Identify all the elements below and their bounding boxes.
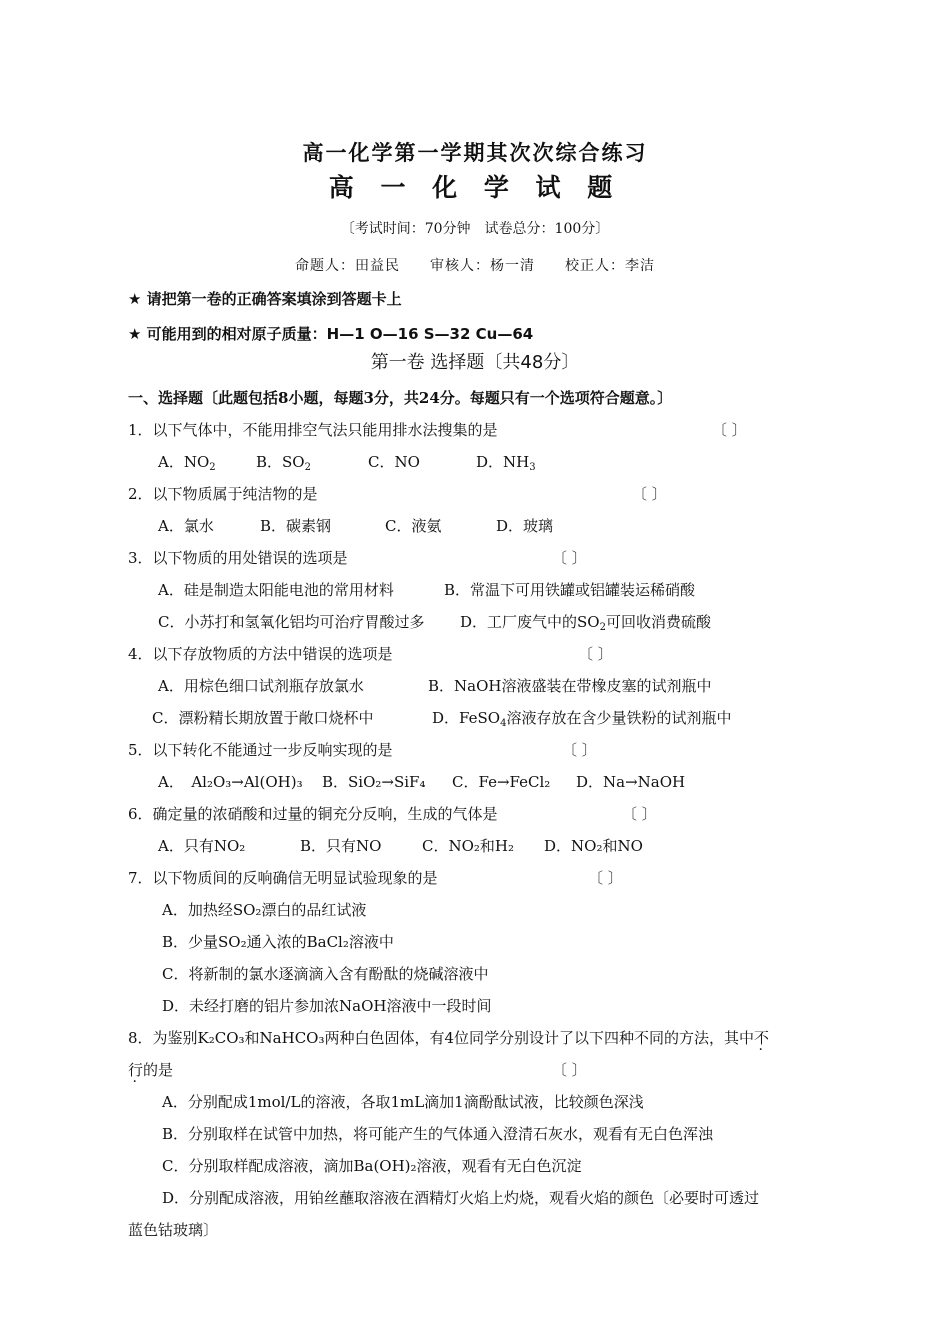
q1-stem: 1．以下气体中，不能用排空气法只能用排水法搜集的是	[128, 421, 498, 439]
q2-answer-blank[interactable]: 〔 〕	[632, 485, 667, 503]
q1-answer-blank[interactable]: 〔 〕	[712, 421, 747, 439]
staff-line: 命题人：田益民 审核人：杨一清 校正人：李洁	[295, 258, 655, 274]
q7-option-c: C．将新制的氯水逐滴滴入含有酚酞的烧碱溶液中	[162, 965, 489, 983]
q3-option-b: B．常温下可用铁罐或铝罐装运稀硝酸	[444, 581, 696, 599]
note-2: ★ 可能用到的相对原子质量：H—1 O—16 S—32 Cu—64	[128, 325, 534, 343]
q8-answer-blank[interactable]: 〔 〕	[552, 1061, 587, 1079]
q4-option-d: D．FeSO$_4$溶液存放在含少量铁粉的试剂瓶中	[432, 709, 732, 729]
q1-option-c: C．NO	[368, 453, 420, 471]
q5-option-b: B．SiO₂→SiF₄	[322, 773, 426, 791]
q7-option-a: A．加热经SO₂漂白的品红试液	[162, 901, 367, 919]
q5-answer-blank[interactable]: 〔 〕	[562, 741, 597, 759]
q1-option-d: D．$NH_3$	[476, 453, 536, 473]
q7-option-b: B．少量SO₂通入浓的BaCl₂溶液中	[162, 933, 394, 951]
q6-option-b: B．只有NO	[300, 837, 382, 855]
q8-option-a: A．分别配成1mol/L的溶液，各取1mL滴加1滴酚酞试液，比较颜色深浅	[162, 1093, 644, 1111]
q4-stem: 4．以下存放物质的方法中错误的选项是	[128, 645, 393, 663]
q4-option-c: C．漂粉精长期放置于敞口烧杯中	[152, 709, 374, 727]
q1-option-b: B．$SO_2$	[256, 453, 311, 473]
q8-stem-line2: 行的是	[128, 1061, 174, 1079]
q5-stem: 5．以下转化不能通过一步反响实现的是	[128, 741, 393, 759]
q6-option-d: D．NO₂和NO	[544, 837, 643, 855]
q4-option-a: A．用棕色细口试剂瓶存放氯水	[158, 677, 364, 695]
paper-title-line1: 高一化学第一学期其次次综合练习	[302, 140, 648, 165]
paper-title-line2: 高 一 化 学 试 题	[328, 173, 622, 202]
note-1: ★ 请把第一卷的正确答案填涂到答题卡上	[128, 290, 402, 308]
q6-option-a: A．只有NO₂	[158, 837, 246, 855]
q7-option-d: D．未经打磨的铝片参加浓NaOH溶液中一段时间	[162, 997, 492, 1015]
q2-option-a: A．氯水	[158, 517, 214, 535]
q8-option-d-line1: D．分别配成溶液，用铂丝蘸取溶液在酒精灯火焰上灼烧，观看火焰的颜色〔必要时可透过	[162, 1189, 760, 1207]
q6-answer-blank[interactable]: 〔 〕	[622, 805, 657, 823]
q3-option-c: C．小苏打和氢氧化铝均可治疗胃酸过多	[158, 613, 425, 631]
q3-stem: 3．以下物质的用处错误的选项是	[128, 549, 348, 567]
q8-stem-line1: 8．为鉴别K₂CO₃和NaHCO₃两种白色固体，有4位同学分别设计了以下四种不同的方法，其中不	[128, 1029, 770, 1047]
q6-option-c: C．NO₂和H₂	[422, 837, 515, 855]
q8-option-b: B．分别取样在试管中加热，将可能产生的气体通入澄清石灰水，观看有无白色浑浊	[162, 1125, 714, 1143]
q2-option-c: C．液氨	[385, 517, 442, 535]
q3-option-d: D．工厂废气中的$SO_2$可回收消费硫酸	[460, 613, 711, 633]
q5-option-c: C．Fe→FeCl₂	[452, 773, 551, 791]
q4-option-b: B．NaOH溶液盛装在带橡皮塞的试剂瓶中	[428, 677, 712, 695]
q7-stem: 7．以下物质间的反响确信无明显试验现象的是	[128, 869, 438, 887]
q2-option-b: B．碳素钢	[260, 517, 332, 535]
q2-stem: 2．以下物质属于纯洁物的是	[128, 485, 318, 503]
q6-stem: 6．确定量的浓硝酸和过量的铜充分反响，生成的气体是	[128, 805, 498, 823]
q2-option-d: D．玻璃	[496, 517, 554, 535]
q7-answer-blank[interactable]: 〔 〕	[588, 869, 623, 887]
q5-option-a: A． Al₂O₃→Al(OH)₃	[158, 773, 303, 791]
section-heading: 一、选择题〔此题包括8小题，每题3分，共24分。每题只有一个选项符合题意。〕	[128, 389, 673, 407]
part1-title: 第一卷 选择题〔共48分〕	[370, 352, 580, 373]
q5-option-d: D．Na→NaOH	[576, 773, 686, 791]
exam-info: 〔考试时间：70分钟 试卷总分：100分〕	[340, 221, 610, 237]
q8-option-d-line2: 蓝色钴玻璃〕	[128, 1221, 219, 1239]
q3-answer-blank[interactable]: 〔 〕	[552, 549, 587, 567]
q1-option-a: A．$NO_2$	[158, 453, 216, 473]
q4-answer-blank[interactable]: 〔 〕	[578, 645, 613, 663]
q3-option-a: A．硅是制造太阳能电池的常用材料	[158, 581, 394, 599]
q8-option-c: C．分别取样配成溶液，滴加Ba(OH)₂溶液，观看有无白色沉淀	[162, 1157, 582, 1175]
